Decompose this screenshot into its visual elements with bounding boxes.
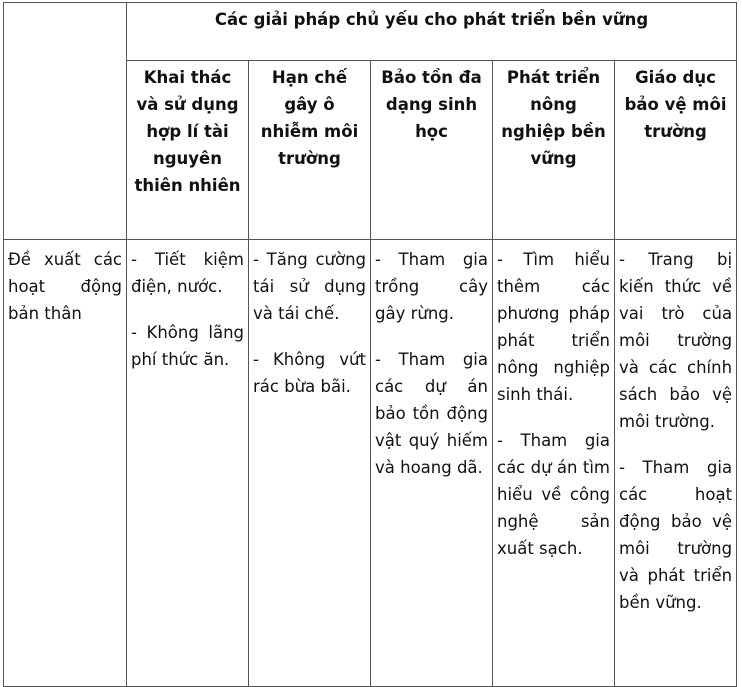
column-header-pollution: Hạn chế gây ô nhiễm môi trường [249,61,371,240]
cell-item: - Tăng cường tái sử dụng và tái chế. [253,250,366,323]
cell-pollution [249,240,371,687]
cell-resources [127,240,249,687]
cell-item: - Tham gia trồng cây gây rừng. [375,250,488,323]
cell-item: - Tham gia các dự án tìm hiểu về công nghệ sản xuất sạch. [497,431,610,558]
cell-item: - Trang bị kiến thức về vai trò của môi trường và các chính sách bảo vệ môi trường. [619,250,733,431]
sustainable-development-table [3,2,737,687]
row-label: Đề xuất các hoạt động bản thân [4,240,127,687]
main-title: Các giải pháp chủ yếu cho phát triển bền vững [127,3,737,61]
activities-row [4,240,737,687]
header-row-top [4,3,737,61]
column-header-biodiversity: Bảo tồn đa dạng sinh học [371,61,493,240]
column-header-education: Giáo dục bảo vệ môi trường [615,61,737,240]
cell-item: - Không vứt rác bừa bãi. [253,350,366,396]
cell-agriculture [493,240,615,687]
cell-item: - Không lãng phí thức ăn. [131,323,244,369]
column-header-resources: Khai thác và sử dụng hợp lí tài nguyên thiên nhiên [127,61,249,240]
cell-biodiversity [371,240,493,687]
cell-item: - Tham gia các dự án bảo tồn động vật quý hiếm và hoang dã. [375,350,488,477]
cell-education [615,240,737,687]
column-header-agriculture: Phát triển nông nghiệp bền vững [493,61,615,240]
corner-cell [4,3,127,240]
cell-item: - Tham gia các hoạt động bảo vệ môi trường và phát triển bền vững. [619,458,733,612]
cell-item: - Tiết kiệm điện, nước. [131,250,244,296]
cell-item: - Tìm hiểu thêm các phương pháp phát triển nông nghiệp sinh thái. [497,250,610,404]
